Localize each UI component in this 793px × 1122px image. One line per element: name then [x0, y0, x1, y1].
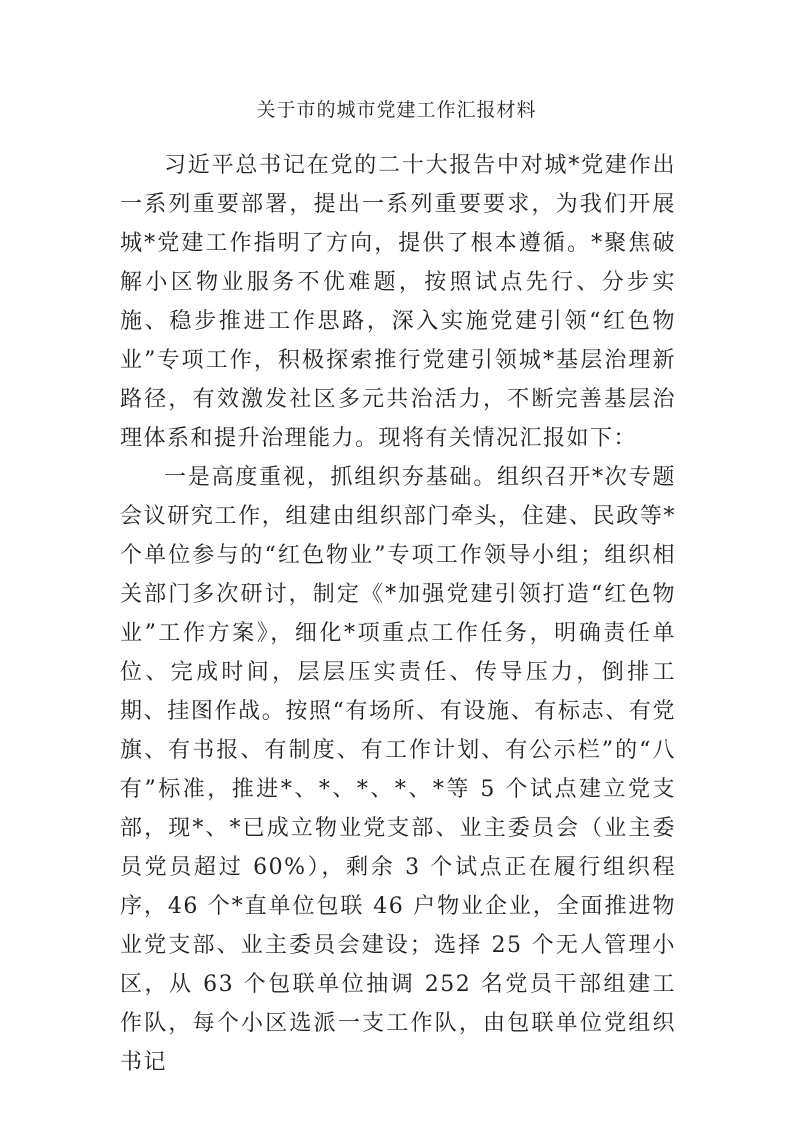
- paragraph-organization: 一是高度重视，抓组织夯基础。组织召开*次专题会议研究工作，组建由组织部门牵头，住建、民政等*个单位参与的“红色物业”专项工作领导小组；组织相关部门多次研讨，制定《*加强党建引领打造“红色物业”工作方案》，细化*项重点工作任务，明确责任单位、完成时间，层层压实责任、传导压力，倒排工期、挂图作战。按照“有场所、有设施、有标志、有党旗、有书报、有制度、有工作计划、有公示栏”的“八有”标准，推进*、*、*、*、*等 5 个试点建立党支部，现*、*已成立物业党支部、业主委员会（业主委员党员超过 60%），剩余 3 个试点正在履行组织程序，46 个*直单位包联 46 户物业企业，全面推进物业党支部、业主委员会建设；选择 25 个无人管理小区，从 63 个包联单位抽调 252 名党员干部组建工作队，每个小区选派一支工作队，由包联单位党组织书记: [120, 465, 676, 1075]
- paragraph-intro: 习近平总书记在党的二十大报告中对城*党建作出一系列重要部署，提出一系列重要要求，为我们开展城*党建工作指明了方向，提供了根本遵循。*聚焦破解小区物业服务不优难题，按照试点先行、分步实施、稳步推进工作思路，深入实施党建引领“红色物业”专项工作，积极探索推行党建引领城*基层治理新路径，有效激发社区多元共治活力，不断完善基层治理体系和提升治理能力。现将有关情况汇报如下：: [120, 153, 676, 451]
- document-title: 关于市的城市党建工作汇报材料: [256, 99, 537, 121]
- document-body: [120, 146, 676, 1082]
